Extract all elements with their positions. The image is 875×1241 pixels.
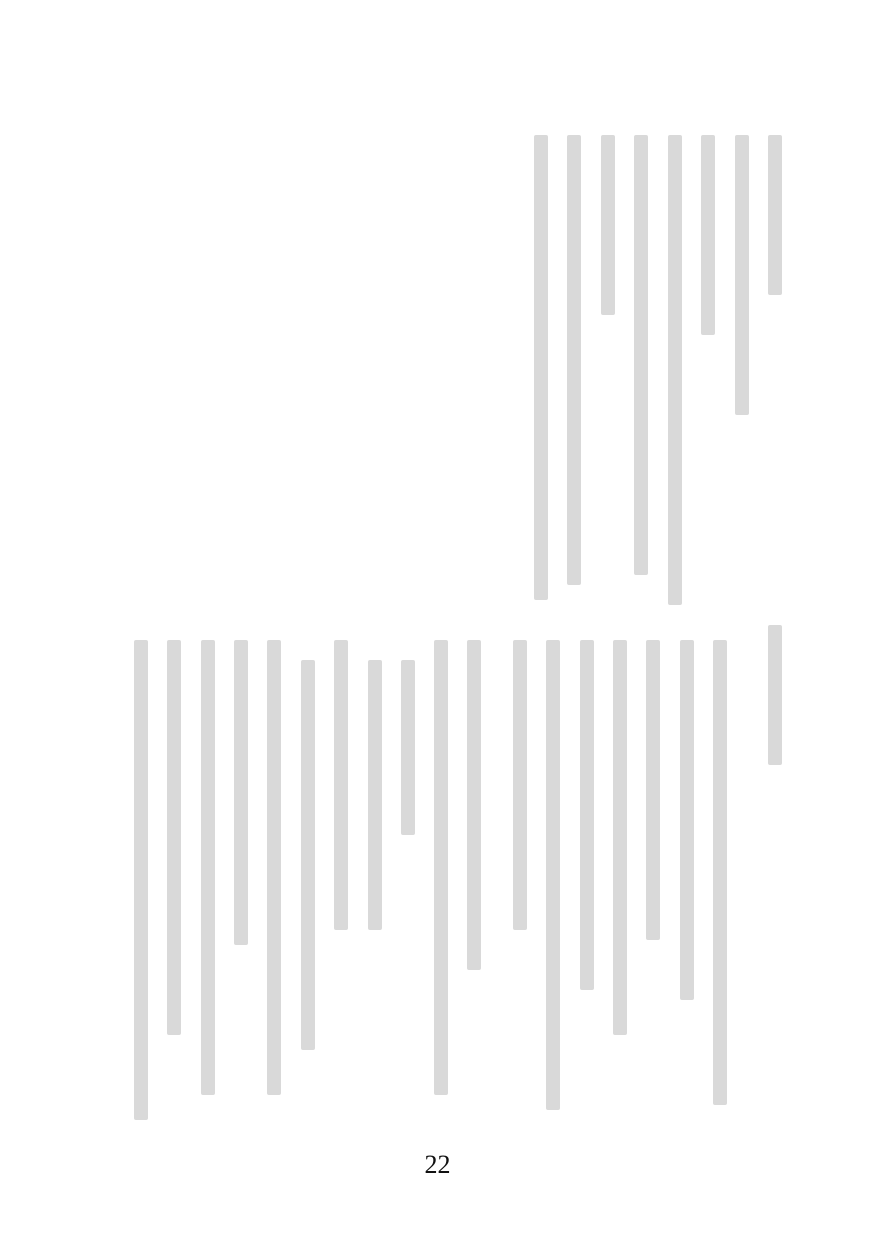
redacted-text-column — [567, 135, 581, 585]
redacted-text-column — [467, 640, 481, 970]
redacted-text-column — [368, 660, 382, 930]
redacted-text-column — [668, 135, 682, 605]
redacted-text-column — [267, 640, 281, 1095]
redacted-text-column — [768, 135, 782, 295]
redacted-text-column — [513, 640, 527, 930]
redacted-text-column — [201, 640, 215, 1095]
redacted-text-column — [580, 640, 594, 990]
redacted-text-column — [701, 135, 715, 335]
redacted-text-column — [601, 135, 615, 315]
redacted-text-column — [768, 625, 782, 765]
redacted-text-column — [334, 640, 348, 930]
redacted-text-column — [434, 640, 448, 1095]
redacted-text-column — [401, 660, 415, 835]
page-number: 22 — [424, 1150, 451, 1179]
redacted-text-column — [680, 640, 694, 1000]
redacted-text-column — [713, 640, 727, 1105]
redacted-text-column — [134, 640, 148, 1120]
redacted-text-column — [735, 135, 749, 415]
redacted-text-column — [646, 640, 660, 940]
redacted-text-column — [634, 135, 648, 575]
redacted-text-column — [234, 640, 248, 945]
redacted-text-column — [167, 640, 181, 1035]
redacted-text-column — [534, 135, 548, 600]
redacted-text-column — [301, 660, 315, 1050]
redacted-text-column — [613, 640, 627, 1035]
redacted-text-column — [546, 640, 560, 1110]
